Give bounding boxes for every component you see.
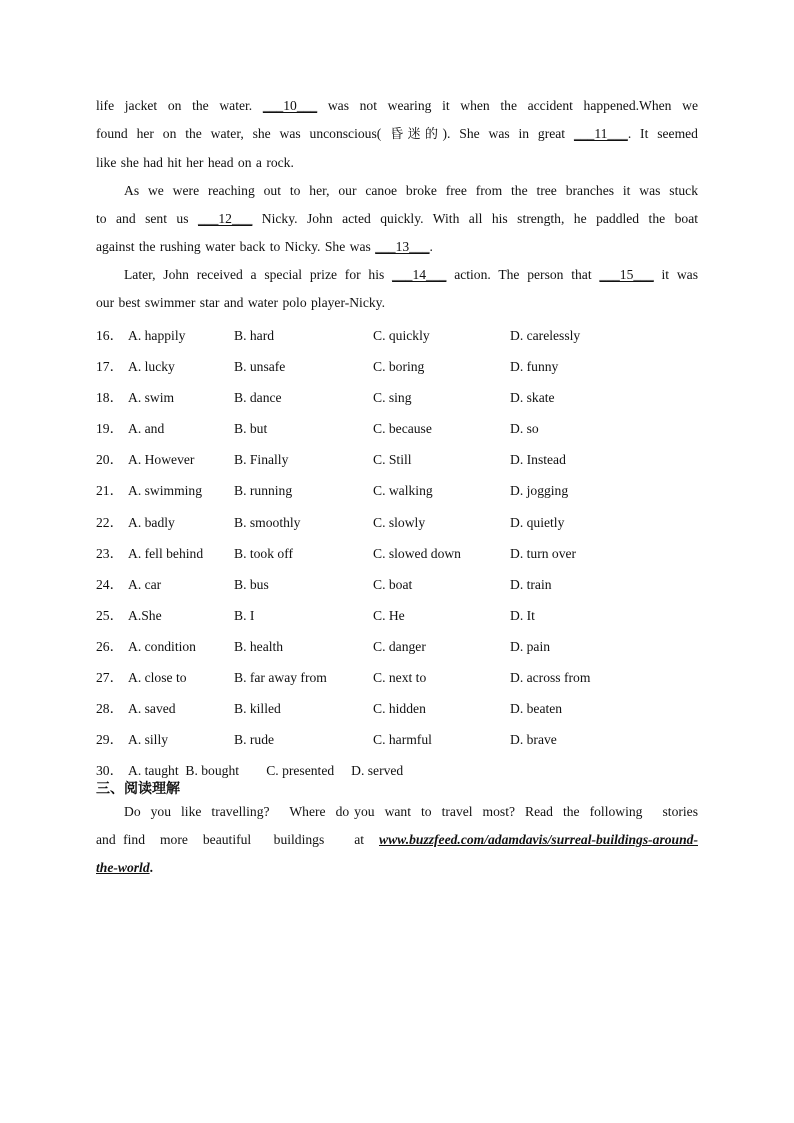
passage-line: life jacket on the water. ___10___ was not wearing it when the accident happened.When we xyxy=(96,98,698,113)
reading-intro-paragraph xyxy=(96,798,698,882)
intro-line: and find more beautiful buildings at www.buzzfeed.com/adamdavis/surreal-buildings-around- xyxy=(96,832,698,848)
passage-line: Later, John received a special prize for his ___14___ action. The person that ___15___ it was xyxy=(124,267,698,282)
option-d: D. turn over xyxy=(510,545,577,561)
question-row-22 xyxy=(96,507,698,538)
blank-14: ___14___ xyxy=(392,267,447,282)
question-number: 27． xyxy=(96,670,124,686)
question-number: 17． xyxy=(96,359,124,375)
blank-10: ___10___ xyxy=(262,98,318,113)
passage-line: our best swimmer star and water polo player-Nicky. xyxy=(96,295,385,310)
question-row-25 xyxy=(96,600,698,631)
blank-12: ___12___ xyxy=(197,211,253,226)
question-number: 30． xyxy=(96,763,124,779)
question-row-29 xyxy=(96,724,698,755)
question-number: 18． xyxy=(96,390,124,406)
option-c: C. slowed down xyxy=(373,545,461,561)
option-c: C. sing xyxy=(373,390,412,406)
option-b: B. dance xyxy=(234,390,282,406)
question-number: 25． xyxy=(96,607,124,623)
option-a: A. and xyxy=(128,421,165,437)
option-d: D. so xyxy=(510,421,539,437)
option-d: D. across from xyxy=(510,670,591,686)
intro-line: the-world. xyxy=(96,860,154,876)
option-d: D. train xyxy=(510,576,552,592)
option-c: C. because xyxy=(373,421,432,437)
passage-line: against the rushing water back to Nicky. She was ___13___. xyxy=(96,239,433,254)
question-row-28 xyxy=(96,693,698,724)
option-a: A. fell behind xyxy=(128,545,204,561)
option-d: D. Instead xyxy=(510,452,566,468)
option-b: B. rude xyxy=(234,732,275,748)
option-a: A. car xyxy=(128,576,162,592)
option-a: A. swimming xyxy=(128,483,203,499)
question-row-24 xyxy=(96,569,698,600)
option-a: A.She xyxy=(128,607,162,623)
option-a: A. swim xyxy=(128,390,175,406)
question-number: 29． xyxy=(96,732,124,748)
option-c: C. slowly xyxy=(373,514,426,530)
blank-13: ___13___ xyxy=(375,239,430,254)
question-row-21 xyxy=(96,475,698,506)
passage-paragraph-3 xyxy=(96,261,698,317)
question-number: 22． xyxy=(96,514,124,530)
option-d: D. quietly xyxy=(510,514,565,530)
option-c: C. quickly xyxy=(373,328,430,343)
option-b: B. took off xyxy=(234,545,294,561)
question-number: 16． xyxy=(96,328,124,343)
chinese-gloss: 昏迷的 xyxy=(390,127,443,142)
option-d: D. pain xyxy=(510,638,551,654)
option-b: B. Finally xyxy=(234,452,289,468)
option-d: D. brave xyxy=(510,732,557,748)
option-b: B. far away from xyxy=(234,670,327,686)
option-a: A. happily xyxy=(128,328,186,343)
option-b: B. smoothly xyxy=(234,514,301,530)
question-number: 19． xyxy=(96,421,124,437)
option-a: A. condition xyxy=(128,638,196,654)
question-number: 26． xyxy=(96,638,124,654)
option-a: A. However xyxy=(128,452,195,468)
passage-paragraph-1 xyxy=(96,92,698,177)
option-b: B. unsafe xyxy=(234,359,286,375)
option-b: B. running xyxy=(234,483,293,499)
option-a: A. close to xyxy=(128,670,187,686)
passage-line: like she had hit her head on a rock. xyxy=(96,155,294,170)
option-c: C. boat xyxy=(373,576,413,592)
question-number: 20． xyxy=(96,452,124,468)
blank-11: ___11___ xyxy=(573,126,628,141)
question-row-23 xyxy=(96,538,698,569)
question-row-30 xyxy=(96,755,698,786)
option-d: D. jogging xyxy=(510,483,569,499)
option-d: D. beaten xyxy=(510,701,563,717)
option-d: D. funny xyxy=(510,359,559,375)
question-number: 24． xyxy=(96,576,124,592)
option-d: D. carelessly xyxy=(510,328,581,343)
document-page xyxy=(96,92,698,882)
option-b: B. I xyxy=(234,607,255,623)
passage-line: found her on the water, she was unconscious( 昏迷的). She was in great ___11___. It seemed xyxy=(96,126,698,142)
option-c: C. He xyxy=(373,607,405,623)
question-row-26 xyxy=(96,631,698,662)
question-number: 23． xyxy=(96,545,124,561)
question-row-18 xyxy=(96,382,698,413)
passage-line: to and sent us ___12___ Nicky. John acted quickly. With all his strength, he paddled the boat xyxy=(96,211,699,226)
question-number: 28． xyxy=(96,701,124,717)
option-a: A. badly xyxy=(128,514,175,530)
option-a: A. saved xyxy=(128,701,176,717)
option-c: C. harmful xyxy=(373,732,432,748)
buzzfeed-link-continued[interactable]: the-world xyxy=(96,860,150,876)
question-row-20 xyxy=(96,444,698,475)
passage-paragraph-2 xyxy=(96,177,698,261)
question-row-17 xyxy=(96,351,698,382)
option-c: C. next to xyxy=(373,670,427,686)
buzzfeed-link[interactable]: www.buzzfeed.com/adamdavis/surreal-buildings-around- xyxy=(379,832,698,848)
option-b: B. but xyxy=(234,421,268,437)
option-b: B. killed xyxy=(234,701,281,717)
question-row-16 xyxy=(96,320,698,351)
option-c: C. Still xyxy=(373,452,412,468)
question-row-19 xyxy=(96,413,698,444)
option-c: C. boring xyxy=(373,359,425,375)
section-heading-reading: 三、阅读理解 xyxy=(96,781,180,798)
option-d: D. It xyxy=(510,607,535,623)
option-b: B. health xyxy=(234,638,284,654)
intro-line: Do you like travelling? Where do you want to travel most? Read the following stories xyxy=(124,804,698,820)
question-options-inline: A. taught B. bought C. presented D. served xyxy=(128,763,404,779)
option-b: B. hard xyxy=(234,328,275,343)
question-options-list xyxy=(96,320,698,786)
blank-15: ___15___ xyxy=(599,267,654,282)
option-c: C. hidden xyxy=(373,701,426,717)
option-d: D. skate xyxy=(510,390,555,406)
question-number: 21． xyxy=(96,483,124,499)
option-a: A. lucky xyxy=(128,359,175,375)
option-c: C. walking xyxy=(373,483,433,499)
option-b: B. bus xyxy=(234,576,269,592)
question-row-27 xyxy=(96,662,698,693)
option-c: C. danger xyxy=(373,638,426,654)
passage-line: As we were reaching out to her, our canoe broke free from the tree branches it was stuck xyxy=(124,183,698,198)
option-a: A. silly xyxy=(128,732,169,748)
